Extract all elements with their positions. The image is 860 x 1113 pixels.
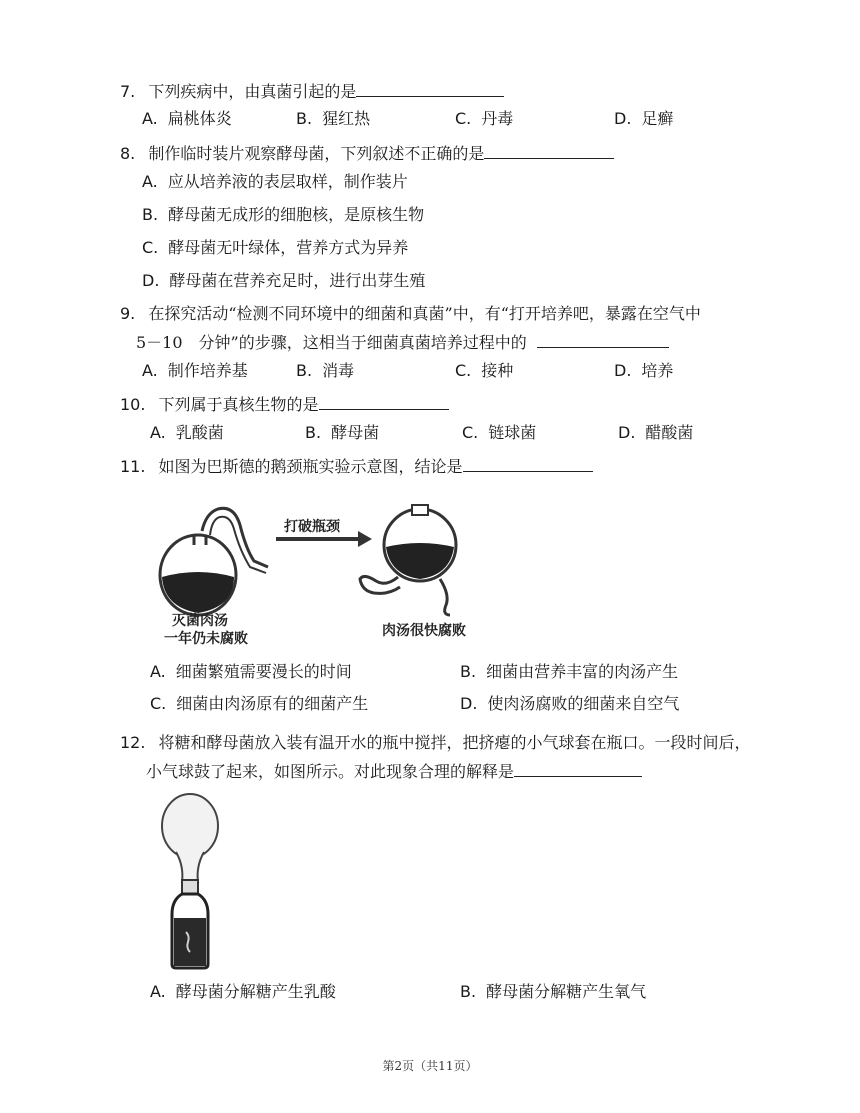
option-c[interactable]: [150, 693, 368, 715]
option-letter: C.: [455, 361, 472, 380]
option-letter: C.: [150, 694, 167, 713]
option-text: 丹毒: [481, 109, 514, 128]
option-a[interactable]: [150, 661, 352, 683]
option-text: 酵母菌: [331, 423, 380, 442]
question-number: 8.: [120, 144, 136, 163]
question-9-stem-line2: [136, 331, 669, 354]
figure-label-left-1: 灭菌肉汤: [172, 613, 228, 629]
option-text: 使肉汤腐败的细菌来自空气: [487, 694, 680, 713]
answer-blank[interactable]: [463, 455, 593, 472]
option-letter: C.: [462, 423, 479, 442]
option-b[interactable]: [460, 981, 646, 1003]
question-text: 小气球鼓了起来，如图所示。对此现象合理的解释是: [146, 762, 515, 781]
option-letter: A.: [142, 109, 158, 128]
option-d[interactable]: [614, 108, 673, 130]
option-letter: A.: [150, 662, 166, 681]
option-a[interactable]: [150, 422, 224, 444]
answer-blank[interactable]: [537, 331, 669, 348]
option-letter: B.: [296, 109, 313, 128]
answer-blank[interactable]: [514, 760, 642, 777]
balloon-illustration: [162, 794, 218, 882]
option-text: 链球菌: [488, 423, 537, 442]
option-text: 制作培养基: [167, 361, 248, 380]
option-text: 乳酸菌: [175, 423, 224, 442]
option-letter: B.: [305, 423, 322, 442]
option-letter: D.: [142, 271, 160, 290]
option-b[interactable]: [460, 661, 678, 683]
option-d[interactable]: [142, 270, 425, 292]
question-number: 11.: [120, 457, 146, 476]
question-number: 9.: [120, 304, 136, 323]
figure-label-right: 肉汤很快腐败: [382, 623, 466, 639]
question-text: 下列属于真核生物的是: [158, 395, 319, 414]
option-letter: D.: [614, 361, 632, 380]
option-a[interactable]: [142, 360, 248, 382]
left-flask-illustration: [160, 508, 268, 615]
question-text: 下列疾病中，由真菌引起的是: [148, 82, 357, 101]
option-letter: A.: [150, 982, 166, 1001]
option-letter: B.: [142, 205, 159, 224]
option-letter: B.: [460, 662, 477, 681]
question-number: 12.: [120, 733, 146, 752]
figure-label-arrow: 打破瓶颈: [284, 519, 340, 535]
option-d[interactable]: [614, 360, 673, 382]
option-text: 应从培养液的表层取样，制作装片: [167, 172, 408, 191]
option-letter: D.: [614, 109, 632, 128]
option-letter: C.: [455, 109, 472, 128]
option-c[interactable]: [455, 108, 513, 130]
question-number: 10.: [120, 395, 146, 414]
option-text: 酵母菌分解糖产生氧气: [486, 982, 647, 1001]
swan-neck-flask-figure: [150, 495, 490, 645]
option-text: 细菌由肉汤原有的细菌产生: [176, 694, 369, 713]
figure-label-left-2: 一年仍未腐败: [164, 631, 248, 645]
answer-blank[interactable]: [356, 80, 504, 97]
option-text: 足癣: [641, 109, 674, 128]
option-text: 猩红热: [322, 109, 371, 128]
option-text: 酵母菌无成形的细胞核，是原核生物: [168, 205, 425, 224]
option-a[interactable]: [150, 981, 336, 1003]
question-text: 在探究活动“检测不同环境中的细菌和真菌”中，有“打开培养吧，暴露在空气中: [148, 304, 701, 323]
question-11-stem: [120, 455, 593, 478]
option-b[interactable]: [296, 108, 370, 130]
option-a[interactable]: [142, 171, 408, 193]
option-d[interactable]: [460, 693, 679, 715]
question-9-stem: [120, 303, 701, 325]
option-text: 酵母菌分解糖产生乳酸: [175, 982, 336, 1001]
option-text: 酵母菌在营养充足时，进行出芽生殖: [169, 271, 426, 290]
page-footer: 第2页（共11页）: [382, 1059, 478, 1073]
answer-blank[interactable]: [319, 393, 449, 410]
question-text: 5－10 分钟”的步骤，这相当于细菌真菌培养过程中的: [136, 333, 527, 352]
question-text: 如图为巴斯德的鹅颈瓶实验示意图，结论是: [158, 457, 463, 476]
option-letter: D.: [618, 423, 636, 442]
question-number: 7.: [120, 82, 136, 101]
question-10-stem: [120, 393, 449, 416]
option-b[interactable]: [305, 422, 379, 444]
option-text: 接种: [481, 361, 514, 380]
question-12-stem-line2: [146, 760, 642, 783]
question-text: 将糖和酵母菌放入装有温开水的瓶中搅拌，把挤瘪的小气球套在瓶口。一段时间后，: [158, 733, 751, 752]
option-letter: A.: [142, 172, 158, 191]
option-text: 醋酸菌: [645, 423, 694, 442]
option-c[interactable]: [455, 360, 513, 382]
option-text: 细菌由营养丰富的肉汤产生: [486, 662, 679, 681]
answer-blank[interactable]: [484, 142, 614, 159]
option-text: 消毒: [322, 361, 355, 380]
option-b[interactable]: [296, 360, 354, 382]
question-text: 制作临时装片观察酵母菌，下列叙述不正确的是: [148, 144, 485, 163]
option-letter: A.: [150, 423, 166, 442]
option-b[interactable]: [142, 204, 424, 226]
right-flask-illustration: [360, 505, 456, 615]
option-letter: A.: [142, 361, 158, 380]
option-text: 酵母菌无叶绿体，营养方式为异养: [168, 238, 409, 257]
balloon-bottle-figure: [158, 792, 222, 970]
question-8-stem: [120, 142, 614, 165]
option-c[interactable]: [462, 422, 536, 444]
question-12-stem: [120, 732, 751, 754]
bottle-illustration: [172, 880, 208, 968]
option-letter: C.: [142, 238, 159, 257]
option-d[interactable]: [618, 422, 693, 444]
option-letter: B.: [460, 982, 477, 1001]
question-7-stem: [120, 80, 504, 103]
option-text: 细菌繁殖需要漫长的时间: [175, 662, 352, 681]
option-text: 培养: [641, 361, 674, 380]
option-letter: D.: [460, 694, 478, 713]
option-c[interactable]: [142, 237, 408, 259]
option-a[interactable]: [142, 108, 232, 130]
option-letter: B.: [296, 361, 313, 380]
option-text: 扁桃体炎: [167, 109, 232, 128]
